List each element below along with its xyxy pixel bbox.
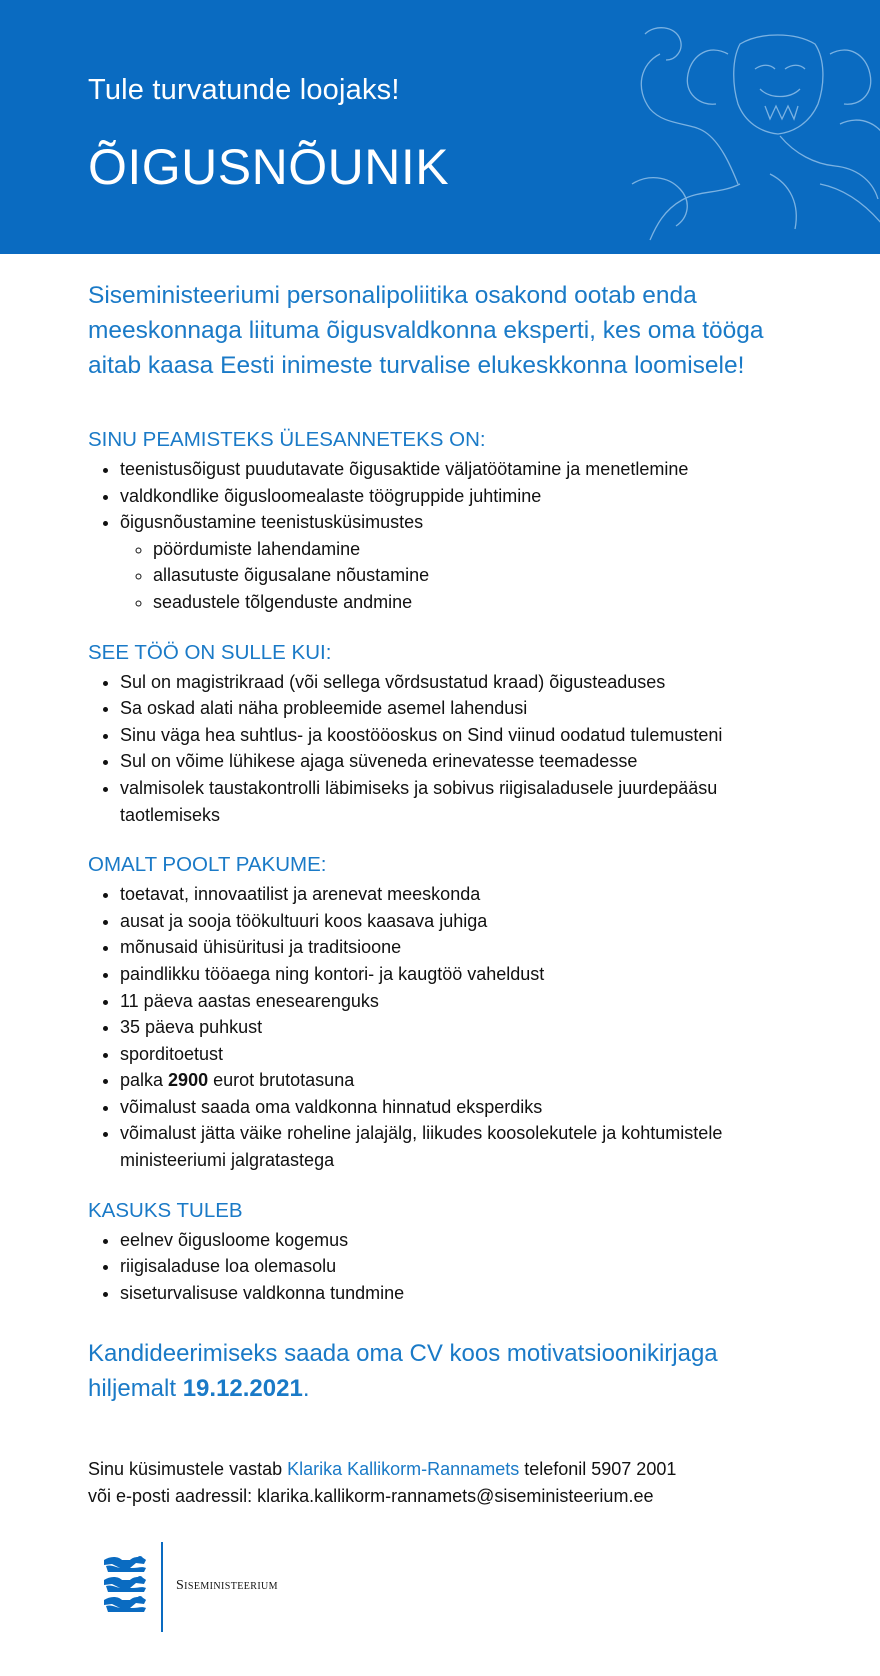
application-deadline — [88, 1336, 808, 1406]
job-ad-body — [88, 278, 808, 1509]
list-item: • valmisolek taustakontrolli läbimiseks ja sobivus riigisaladusele juurdepääsu taotlemiseks — [120, 775, 808, 828]
list-item: • võimalust saada oma valdkonna hinnatud eksperdiks — [120, 1094, 808, 1121]
list-item: • 35 päeva puhkust — [120, 1014, 808, 1041]
sublist-item: ◦ seadustele tõlgenduste andmine — [153, 589, 808, 616]
salary-prefix: palka — [120, 1070, 164, 1091]
list-item: • teenistusõigust puudutavate õigusaktide väljatöötamine ja menetlemine — [120, 456, 808, 483]
banner-tagline: Tule turvatunde loojaks! — [88, 74, 400, 106]
logo-divider — [161, 1542, 163, 1632]
list-item — [120, 509, 808, 615]
header-banner — [0, 0, 880, 254]
list-item: • Sinu väga hea suhtlus- ja koostööoskus on Sind viinud oodatud tulemusteni — [120, 722, 808, 749]
list-item: • paindlikku tööaega ning kontori- ja kaugtöö vaheldust — [120, 961, 808, 988]
salary-suffix: eurot brutotasuna — [213, 1070, 355, 1091]
sublist-item: ◦ pöördumiste lahendamine — [153, 536, 808, 563]
list-item: • võimalust jätta väike roheline jalajälg, liikudes koosolekutele ja kohtumistele ministeeriumi jalgratastega — [120, 1120, 808, 1173]
section-title-offer: OMALT POOLT PAKUME: — [88, 853, 327, 877]
advantage-list — [88, 1227, 808, 1307]
list-item: • toetavat, innovaatilist ja arenevat meeskonda — [120, 881, 808, 908]
list-item: • sporditoetust — [120, 1041, 808, 1068]
contact-email: või e-posti aadressil: klarika.kallikorm-rannamets@siseministeerium.ee — [88, 1485, 654, 1506]
lion-crest-icon — [620, 14, 880, 244]
list-item: • riigisaladuse loa olemasolu — [120, 1253, 808, 1280]
contact-name-link[interactable]: Klarika Kallikorm-Rannamets — [287, 1459, 520, 1480]
cta-suffix: . — [302, 1375, 310, 1403]
list-item: • eelnev õigusloome kogemus — [120, 1227, 808, 1254]
ministry-name: Siseministeerium — [176, 1578, 278, 1593]
coat-of-arms-icon — [100, 1554, 148, 1618]
list-item: • ausat ja sooja töökultuuri koos kaasava juhiga — [120, 908, 808, 935]
list-item: • 11 päeva aastas enesearenguks — [120, 988, 808, 1015]
list-item: • Sul on võime lühikese ajaga süveneda erinevatesse teemadesse — [120, 748, 808, 775]
fit-list — [88, 669, 808, 829]
cta-text: Kandideerimiseks saada oma CV koos motivatsioonikirjaga hiljemalt — [88, 1340, 718, 1403]
sublist-item: ◦ allasutuste õigusalane nõustamine — [153, 562, 808, 589]
salary-amount: 2900 — [168, 1070, 209, 1091]
contact-info — [88, 1456, 808, 1509]
section-title-advantage: KASUKS TULEB — [88, 1198, 243, 1222]
list-item: • siseturvalisuse valdkonna tundmine — [120, 1280, 808, 1307]
tasks-list — [88, 456, 808, 616]
ministry-logo — [100, 1542, 320, 1634]
list-item: • mõnusaid ühisüritusi ja traditsioone — [120, 934, 808, 961]
list-item-text: õigusnõustamine teenistusküsimustes — [120, 512, 424, 533]
contact-phone: telefonil 5907 2001 — [524, 1459, 677, 1480]
intro-paragraph: Siseministeeriumi personalipoliitika osakond ootab enda meeskonnaga liituma õigusvaldkonna eksperti, kes oma tööga aitab kaasa Eesti inimeste turvalise elukeskkonna loomisele! — [88, 282, 764, 379]
deadline-date: 19.12.2021 — [182, 1375, 303, 1403]
list-item: • Sa oskad alati näha probleemide asemel lahendusi — [120, 695, 808, 722]
section-title-fit: SEE TÖÖ ON SULLE KUI: — [88, 640, 332, 664]
section-title-tasks: SINU PEAMISTEKS ÜLESANNETEKS ON: — [88, 428, 486, 451]
salary-item — [120, 1067, 808, 1094]
list-item: • valdkondlike õigusloomealaste töögruppide juhtimine — [120, 483, 808, 510]
tasks-sublist — [120, 536, 808, 616]
contact-line-1 — [88, 1456, 808, 1483]
offer-list — [88, 881, 808, 1174]
list-item: • Sul on magistrikraad (või sellega võrdsustatud kraad) õigusteaduses — [120, 669, 808, 696]
contact-prefix: Sinu küsimustele vastab — [88, 1459, 283, 1480]
job-title: ÕIGUSNÕUNIK — [88, 139, 450, 195]
